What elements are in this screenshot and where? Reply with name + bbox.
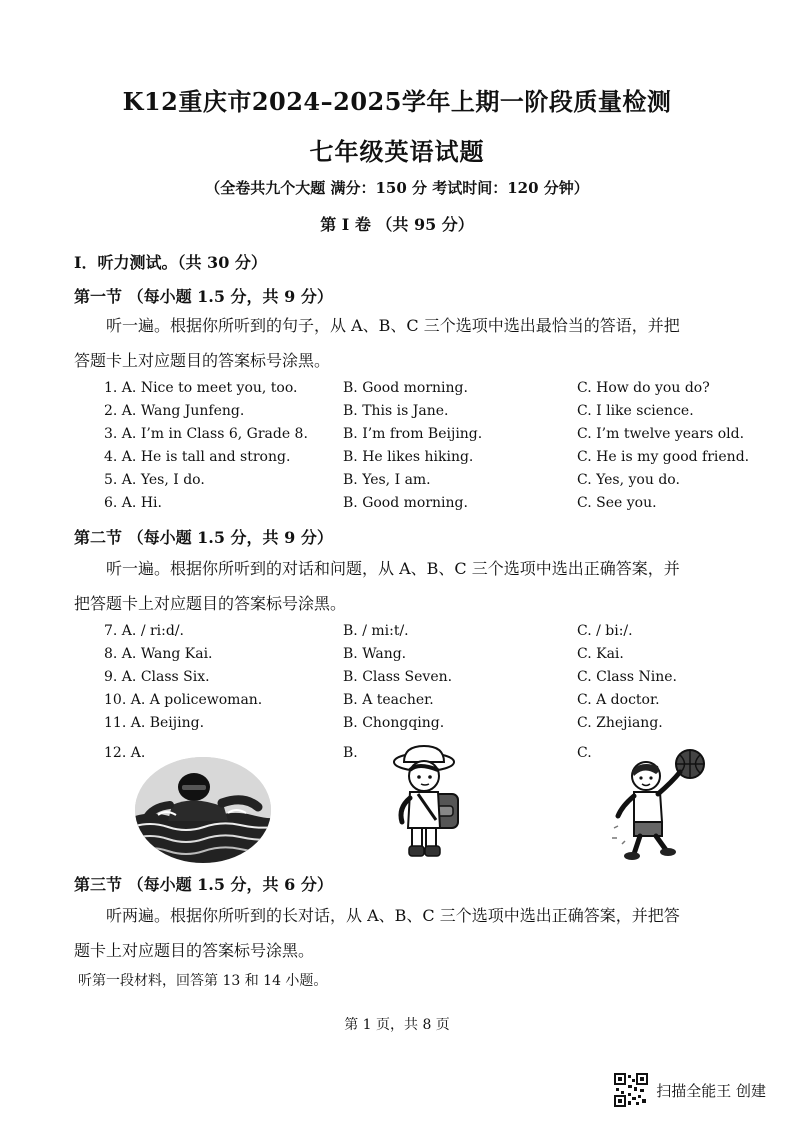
option-a: 8. A. Wang Kai. [104,646,213,662]
section3-title: 第三节 （每小题 1.5 分，共 6 分） [74,875,333,894]
option-b: B. Good morning. [343,495,468,511]
section2-instr-line1: 听一遍。根据你所听到的对话和问题，从 A、B、C 三个选项中选出正确答案，并 [106,559,680,578]
option-b: B. Good morning. [343,380,468,396]
section2-instr-line2: 把答题卡上对应题目的答案标号涂黑。 [74,594,347,613]
question-row [0,646,794,668]
option-c: C. Kai. [577,646,624,662]
option-c: C. Yes, you do. [577,472,680,488]
option-a: 10. A. A policewoman. [104,692,263,708]
scanner-watermark [614,1073,766,1107]
scanner-label: 扫描全能王 创建 [656,1081,766,1100]
option-a: 5. A. Yes, I do. [104,472,205,488]
question-row [0,692,794,714]
option-b: B. He likes hiking. [343,449,474,465]
option-a: 7. A. / ri:d/. [104,623,185,639]
option-c: C. / bi:/. [577,623,633,639]
exam-subject: 七年级英语试题 [309,137,485,166]
section3-note: 听第一段材料，回答第 13 和 14 小题。 [78,973,328,989]
question-row [0,623,794,645]
option-c: C. How do you do? [577,380,710,396]
question-row [0,380,794,402]
question-row [0,495,794,517]
section3-instr-line2: 题卡上对应题目的答案标号涂黑。 [74,941,315,960]
option-a: 2. A. Wang Junfeng. [104,403,245,419]
volume-title: 第 I 卷 （共 95 分） [320,215,474,234]
option-b: B. Class Seven. [343,669,453,685]
section2-title: 第二节 （每小题 1.5 分，共 9 分） [74,528,333,547]
basketball-picture [604,748,710,864]
option-a: 1. A. Nice to meet you, too. [104,380,298,396]
option-b: B. [343,745,358,761]
qr-code-icon [614,1073,648,1107]
option-c: C. See you. [577,495,657,511]
section1-instr-line2: 答题卡上对应题目的答案标号涂黑。 [74,351,331,370]
option-b: B. Yes, I am. [343,472,431,488]
option-c: C. He is my good friend. [577,449,750,465]
swimmer-picture [132,755,274,865]
option-a: 4. A. He is tall and strong. [104,449,291,465]
exam-title: K12重庆市2024–2025学年上期一阶段质量检测 [122,87,672,116]
section3-instr-line1: 听两遍。根据你所听到的长对话，从 A、B、C 三个选项中选出正确答案，并把答 [106,906,680,925]
option-a: 11. A. Beijing. [104,715,205,731]
option-c: C. A doctor. [577,692,660,708]
option-b: B. Wang. [343,646,407,662]
page-number: 第 1 页，共 8 页 [344,1017,450,1033]
option-a: 6. A. Hi. [104,495,162,511]
option-c: C. Class Nine. [577,669,677,685]
section1-instructions [74,308,754,378]
question-row [0,669,794,691]
option-c: C. Zhejiang. [577,715,663,731]
option-a: 12. A. [104,745,146,761]
section3-instructions [74,898,754,968]
section2-instructions [74,551,754,621]
question-row [0,426,794,448]
option-b: B. Chongqing. [343,715,445,731]
option-a: 9. A. Class Six. [104,669,210,685]
part1-title: I．听力测试。（共 30 分） [74,253,267,272]
question-row [0,472,794,494]
option-c: C. [577,745,592,761]
exam-info: （全卷共九个大题 满分：150 分 考试时间：120 分钟） [205,179,589,197]
option-a: 3. A. I’m in Class 6, Grade 8. [104,426,308,442]
section1-instr-line1: 听一遍。根据你所听到的句子，从 A、B、C 三个选项中选出最恰当的答语，并把 [106,316,680,335]
hiker-picture [378,742,478,862]
option-b: B. I’m from Beijing. [343,426,483,442]
option-b: B. A teacher. [343,692,434,708]
question-row [0,403,794,425]
question-row [0,715,794,737]
question-row [0,449,794,471]
option-b: B. This is Jane. [343,403,449,419]
section1-title: 第一节 （每小题 1.5 分，共 9 分） [74,287,333,306]
option-c: C. I like science. [577,403,694,419]
option-b: B. / mi:t/. [343,623,409,639]
option-c: C. I’m twelve years old. [577,426,745,442]
